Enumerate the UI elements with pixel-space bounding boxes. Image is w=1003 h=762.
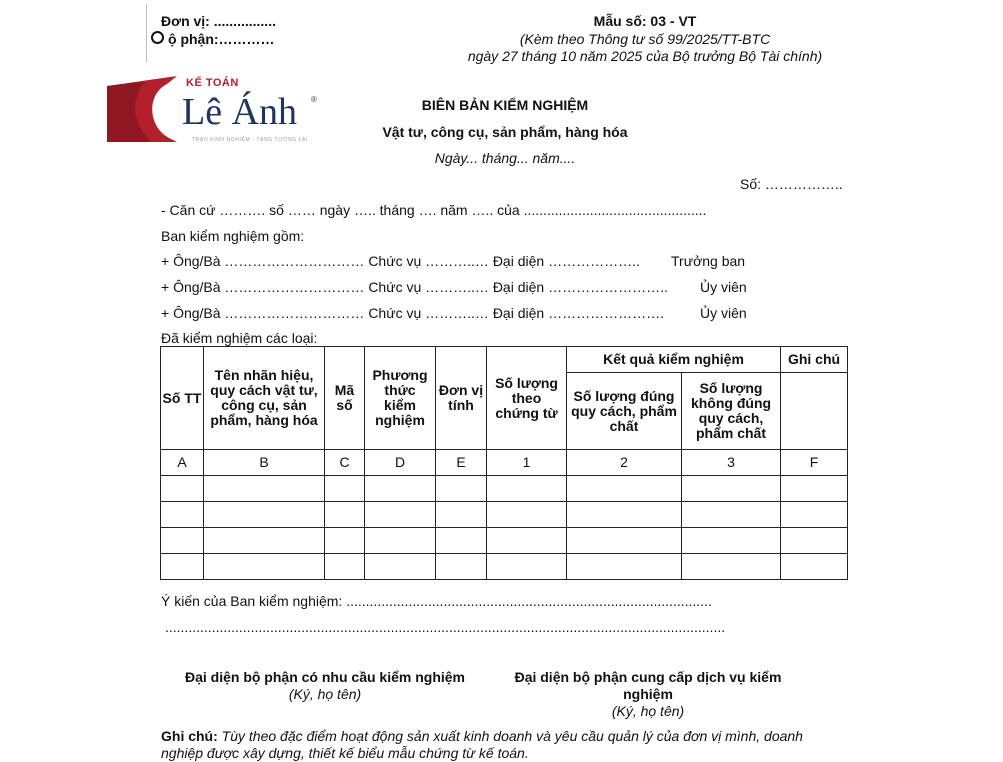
- note-label: Ghi chú:: [161, 728, 218, 744]
- logo-name: Lê Ánh: [182, 91, 298, 133]
- inspection-table: [160, 346, 848, 580]
- table-row: [161, 554, 848, 580]
- th-ket-qua: Kết quả kiểm nghiệm: [567, 347, 781, 373]
- doc-number: Số: ……………..: [740, 176, 843, 192]
- th-ten: Tên nhãn hiệu, quy cách vật tư, công cụ, sản phẩm, hàng hóa: [204, 347, 325, 450]
- le-anh-logo-icon: [107, 76, 177, 142]
- th-ma-so: Mã số: [325, 347, 365, 450]
- sign-right-title-1: Đại diện bộ phận cung cấp dịch vụ kiểm: [514, 669, 782, 685]
- member-line-3: + Ông/Bà ………………………… Chức vụ ………..… Đại diện …………………….: [161, 305, 664, 321]
- note-text-1: Tùy theo đặc điểm hoạt động sản xuất kinh doanh và yêu cầu quản lý của đơn vị mình, doanh: [217, 728, 803, 744]
- member-role-2: Ủy viên: [700, 279, 747, 295]
- member-role-3: Ủy viên: [700, 305, 747, 321]
- margin-line: [146, 4, 147, 62]
- code-cell: B: [204, 450, 325, 476]
- th-don-vi: Đơn vị tính: [436, 347, 487, 450]
- ngay-ban-hanh: ngày 27 tháng 10 năm 2025 của Bộ trưởng Bộ Tài chính): [467, 48, 823, 64]
- mau-so: Mẫu số: 03 - VT: [593, 13, 697, 29]
- code-cell: E: [436, 450, 487, 476]
- code-cell: F: [781, 450, 848, 476]
- table-row: [161, 476, 848, 502]
- ban-kiem-nghiem-gom: Ban kiểm nghiệm gồm:: [161, 228, 305, 244]
- th-khong-dung: Số lượng không đúng quy cách, phẩm chất: [682, 373, 781, 450]
- sign-left-title: Đại diện bộ phận có nhu cầu kiểm nghiệm: [184, 669, 466, 685]
- th-dung: Số lượng đúng quy cách, phẩm chất: [567, 373, 682, 450]
- member-line-2: + Ông/Bà ………………………… Chức vụ ………..… Đại diện ……………………..: [161, 279, 668, 295]
- logo-tagline: TRAO KINH NGHIỆM - TẠNG TƯƠNG LAI: [192, 137, 308, 143]
- note-line-2: nghiệp được xây dựng, thiết kế biểu mẫu chứng từ kế toán.: [161, 745, 529, 761]
- th-ghi-chu: Ghi chú: [781, 347, 848, 373]
- th-phuong-thuc: Phương thức kiểm nghiệm: [365, 347, 436, 450]
- table-header-row-1: [161, 347, 848, 373]
- doc-date: Ngày... tháng... năm....: [434, 150, 576, 166]
- kem-theo: (Kèm theo Thông tư số 99/2025/TT-BTC: [519, 31, 771, 47]
- doc-subtitle: Vật tư, công cụ, sản phẩm, hàng hóa: [382, 124, 628, 140]
- logo-registered: ®: [311, 95, 317, 104]
- th-ghi-chu-blank: [781, 373, 848, 450]
- code-cell: C: [325, 450, 365, 476]
- can-cu-line: - Căn cứ ………. số …… ngày ….. tháng …. năm ….. của ...............................................: [161, 202, 707, 218]
- member-role-1: Trưởng ban: [671, 253, 746, 269]
- code-cell: A: [161, 450, 204, 476]
- code-cell: 3: [682, 450, 781, 476]
- doc-title: BIÊN BẢN KIỂM NGHIỆM: [421, 97, 589, 113]
- th-so-luong: Số lượng theo chứng từ: [487, 347, 567, 450]
- sign-right-sub: (Ký, họ tên): [611, 703, 685, 719]
- da-kiem-nghiem-label: Đã kiểm nghiệm các loại:: [161, 330, 318, 346]
- table-row: [161, 502, 848, 528]
- bo-phan-label: ộ phận:…………: [168, 31, 275, 47]
- code-cell: 1: [487, 450, 567, 476]
- table-row: [161, 528, 848, 554]
- circle-mark-icon: [151, 31, 164, 44]
- note-line-1: [161, 728, 803, 745]
- sign-right-title-2: nghiệm: [623, 686, 673, 702]
- code-cell: 2: [567, 450, 682, 476]
- logo-small-text: KẾ TOÁN: [186, 77, 239, 89]
- don-vi-label: Đơn vị: ................: [161, 13, 276, 29]
- y-kien-line-1: Ý kiến của Ban kiểm nghiệm: ..............................................................................................: [161, 593, 712, 609]
- y-kien-line-2: ................................................................................................................................................: [165, 619, 726, 635]
- sign-left-sub: (Ký, họ tên): [288, 686, 362, 702]
- code-cell: D: [365, 450, 436, 476]
- table-code-row: [161, 450, 848, 476]
- th-stt: Số TT: [161, 347, 204, 450]
- member-line-1: + Ông/Bà ………………………… Chức vụ ………..… Đại diện ………………..: [161, 253, 640, 269]
